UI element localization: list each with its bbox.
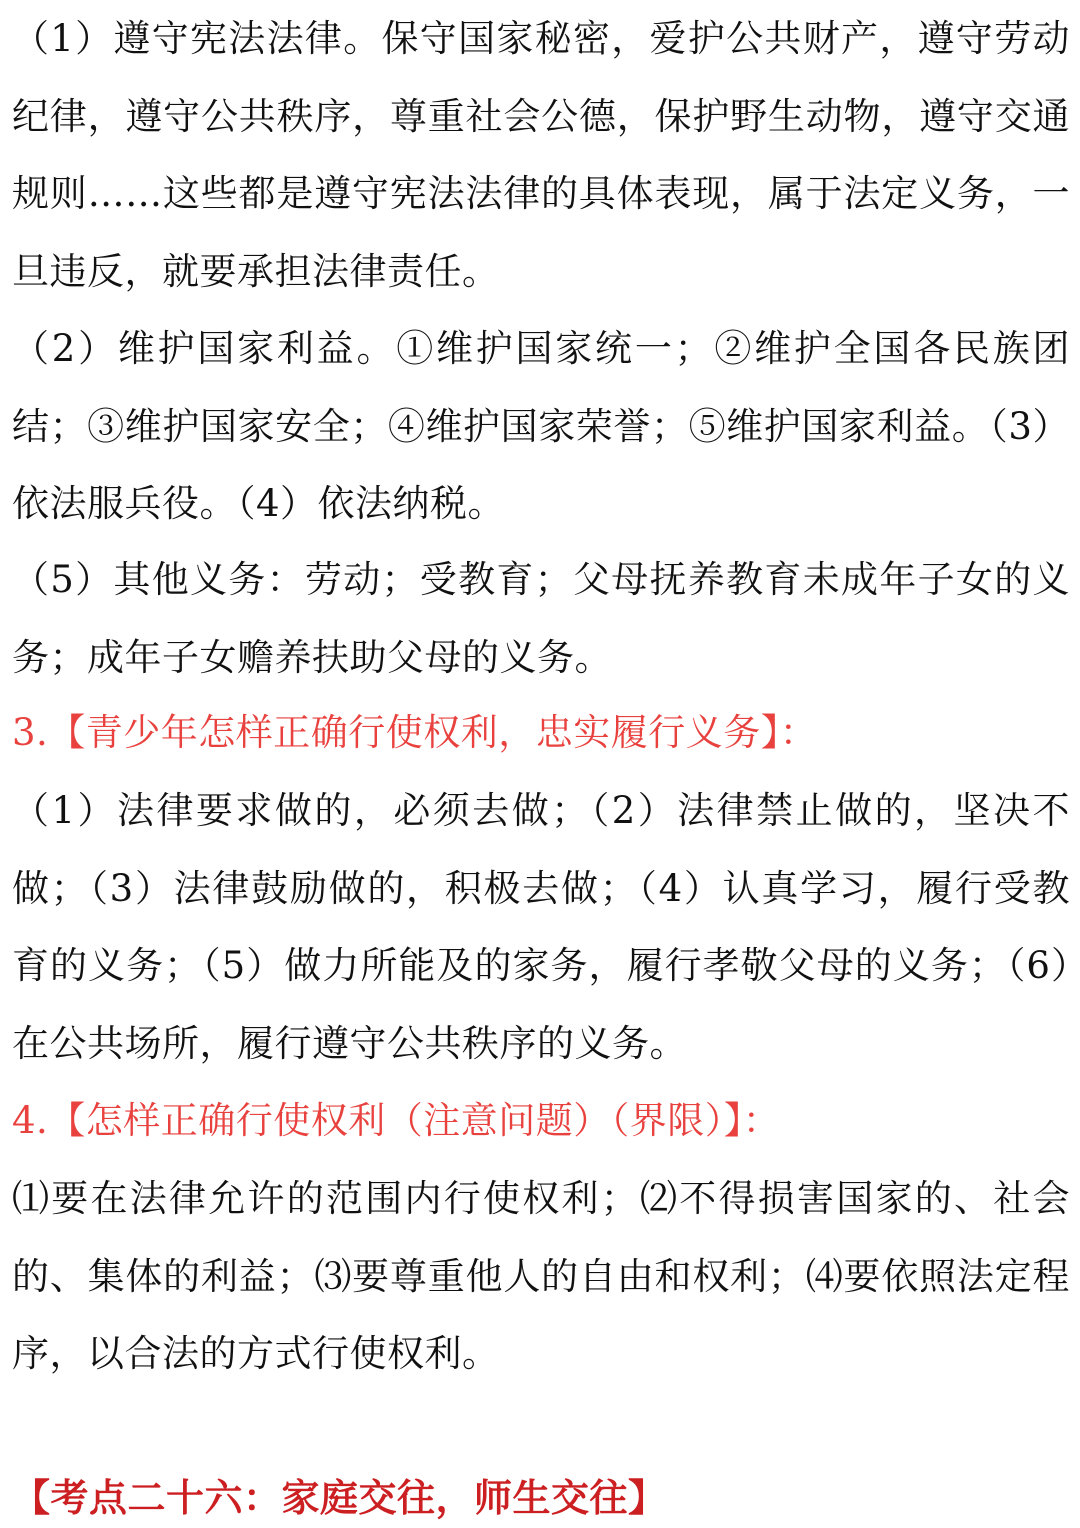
paragraph-youth-rights-duties: （1）法律要求做的，必须去做；（2）法律禁止做的，坚决不做；（3）法律鼓励做的，积极去做；（4）认真学习，履行受教育的义务；（5）做力所能及的家务，履行孝敬父母的义务；（6）在公共场所，履行遵守公共秩序的义务。 (12, 789, 1070, 1065)
section-heading-4: 4.【怎样正确行使权利（注意问题）（界限）】： (12, 1099, 781, 1142)
paragraph-other-duties: （5）其他义务：劳动；受教育；父母抚养教育未成年子女的义务；成年子女赡养扶助父母的义务。 (12, 558, 1070, 679)
paragraph-obey-constitution: （1）遵守宪法法律。保守国家秘密，爱护公共财产，遵守劳动纪律，遵守公共秩序，尊重社会公德，保护野生动物，遵守交通规则……这些都是遵守宪法法律的具体表现，属于法定义务，一旦违反，就要承担法律责任。 (12, 17, 1070, 293)
paragraph-national-interests: （2）维护国家利益。①维护国家统一；②维护全国各民族团结；③维护国家安全；④维护国家荣誉；⑤维护国家利益。（3）依法服兵役。（4）依法纳税。 (12, 327, 1070, 525)
section-heading-3: 3.【青少年怎样正确行使权利，忠实履行义务】： (12, 711, 818, 754)
topic-heading: 【考点二十六：家庭交往，师生交往】 (12, 1475, 667, 1520)
paragraph-exercise-rights: ⑴要在法律允许的范围内行使权利；⑵不得损害国家的、社会的、集体的利益；⑶要尊重他人的自由和权利；⑷要依照法定程序，以合法的方式行使权利。 (12, 1177, 1070, 1375)
